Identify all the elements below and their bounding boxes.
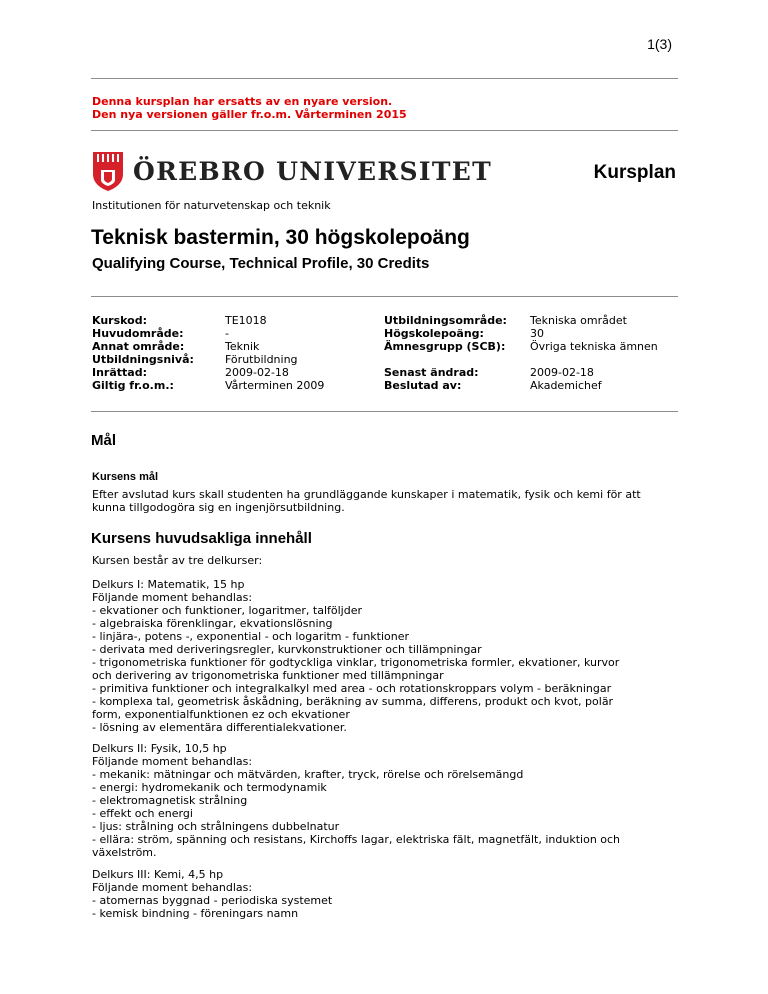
page-number: 1(3): [647, 36, 672, 52]
fact-value: -: [225, 327, 229, 340]
text-line: - linjära-, potens -, exponential - och logaritm - funktioner: [92, 630, 410, 643]
facts-left-labels: [92, 314, 194, 392]
text-line: - ekvationer och funktioner, logaritmer, talföljder: [92, 604, 362, 617]
university-logo: [91, 150, 492, 192]
notice-divider: [91, 130, 678, 131]
facts-bottom-divider: [91, 411, 678, 412]
text-line: - atomernas byggnad - periodiska systemet: [92, 894, 333, 907]
text-line: - ljus: strålning och strålningens dubbelnatur: [92, 820, 340, 833]
text-line: - kemisk bindning - föreningars namn: [92, 907, 299, 920]
text-line: Delkurs III: Kemi, 4,5 hp: [92, 868, 224, 881]
institution: Institutionen för naturvetenskap och teknik: [92, 199, 331, 212]
document-type: Kursplan: [593, 162, 676, 183]
text-line: Följande moment behandlas:: [92, 881, 253, 894]
text-line: - derivata med deriveringsregler, kurvkonstruktioner och tillämpningar: [92, 643, 482, 656]
course-subtitle: Qualifying Course, Technical Profile, 30 Credits: [92, 255, 430, 272]
text-line: - mekanik: mätningar och mätvärden, krafter, tryck, rörelse och rörelsemängd: [92, 768, 524, 781]
facts-top-divider: [91, 296, 678, 297]
logo-wordmark: ÖREBRO UNIVERSITET: [133, 156, 492, 186]
content-intro: [92, 554, 682, 567]
text-line: Delkurs II: Fysik, 10,5 hp: [92, 742, 227, 755]
fact-value: Övriga tekniska ämnen: [530, 340, 658, 353]
text-line: kunna tillgodogöra sig en ingenjörsutbildning.: [92, 501, 345, 514]
text-line: - ellära: ström, spänning och resistans, Kirchoffs lagar, elektriska fält, magnetfält, induktion och: [92, 833, 621, 846]
fact-value: Akademichef: [530, 379, 602, 392]
fact-value: Vårterminen 2009: [225, 379, 325, 392]
top-divider: [91, 78, 678, 79]
fact-label: Utbildningsområde:: [384, 314, 507, 327]
text-line: - energi: hydromekanik och termodynamik: [92, 781, 327, 794]
text-line: växelström.: [92, 846, 157, 859]
notice-line-2: Den nya versionen gäller fr.o.m. Vårterminen 2015: [92, 108, 407, 121]
facts-right-values: [530, 314, 658, 392]
text-line: och derivering av trigonometriska funktioner med tillämpningar: [92, 669, 444, 682]
section-heading-mal: Mål: [91, 432, 117, 449]
fact-label: Utbildningsnivå:: [92, 353, 194, 366]
fact-label: Giltig fr.o.m.:: [92, 379, 174, 392]
text-line: Efter avslutad kurs skall studenten ha grundläggande kunskaper i matematik, fysik och kemi för att: [92, 488, 641, 501]
shield-icon: [91, 150, 125, 192]
facts-left-values: [225, 314, 324, 392]
fact-label: Inrättad:: [92, 366, 147, 379]
fact-label: Huvudområde:: [92, 327, 184, 340]
fact-value: 30: [530, 327, 544, 340]
superseded-notice: [92, 95, 407, 121]
fact-label: Ämnesgrupp (SCB):: [384, 340, 506, 353]
text-line: Delkurs I: Matematik, 15 hp: [92, 578, 245, 591]
fact-value: 2009-02-18: [530, 366, 594, 379]
facts-right-labels: [384, 314, 507, 392]
fact-label: Annat område:: [92, 340, 185, 353]
text-line: Kursen består av tre delkurser:: [92, 554, 263, 567]
part-2-physics: [92, 742, 682, 859]
text-line: Följande moment behandlas:: [92, 591, 253, 604]
section-heading-content: Kursens huvudsakliga innehåll: [91, 530, 312, 547]
fact-value: Teknik: [225, 340, 260, 353]
part-1-mathematics: [92, 578, 682, 734]
goal-text: [92, 488, 682, 514]
subheading-kursens-mal: Kursens mål: [92, 471, 159, 483]
fact-label: Högskolepoäng:: [384, 327, 484, 340]
part-3-chemistry: [92, 868, 682, 920]
fact-label: Kurskod:: [92, 314, 147, 327]
fact-value: 2009-02-18: [225, 366, 289, 379]
text-line: form, exponentialfunktionen ez och ekvationer: [92, 708, 350, 721]
fact-label: Beslutad av:: [384, 379, 462, 392]
fact-value: Förutbildning: [225, 353, 298, 366]
fact-value: TE1018: [225, 314, 267, 327]
text-line: - elektromagnetisk strålning: [92, 794, 248, 807]
text-line: - komplexa tal, geometrisk åskådning, beräkning av summa, differens, produkt och kvot, polär: [92, 695, 614, 708]
text-line: - lösning av elementära differentialekvationer.: [92, 721, 347, 734]
notice-line-1: Denna kursplan har ersatts av en nyare version.: [92, 95, 393, 108]
fact-label: Senast ändrad:: [384, 366, 479, 379]
fact-value: Tekniska området: [530, 314, 627, 327]
text-line: - effekt och energi: [92, 807, 193, 820]
text-line: Följande moment behandlas:: [92, 755, 253, 768]
course-title: Teknisk bastermin, 30 högskolepoäng: [91, 226, 470, 249]
text-line: - trigonometriska funktioner för godtyckliga vinklar, trigonometriska formler, ekvationer, kurvor: [92, 656, 620, 669]
text-line: - algebraiska förenklingar, ekvationslösning: [92, 617, 333, 630]
text-line: - primitiva funktioner och integralkalkyl med area - och rotationskroppars volym - beräkningar: [92, 682, 612, 695]
